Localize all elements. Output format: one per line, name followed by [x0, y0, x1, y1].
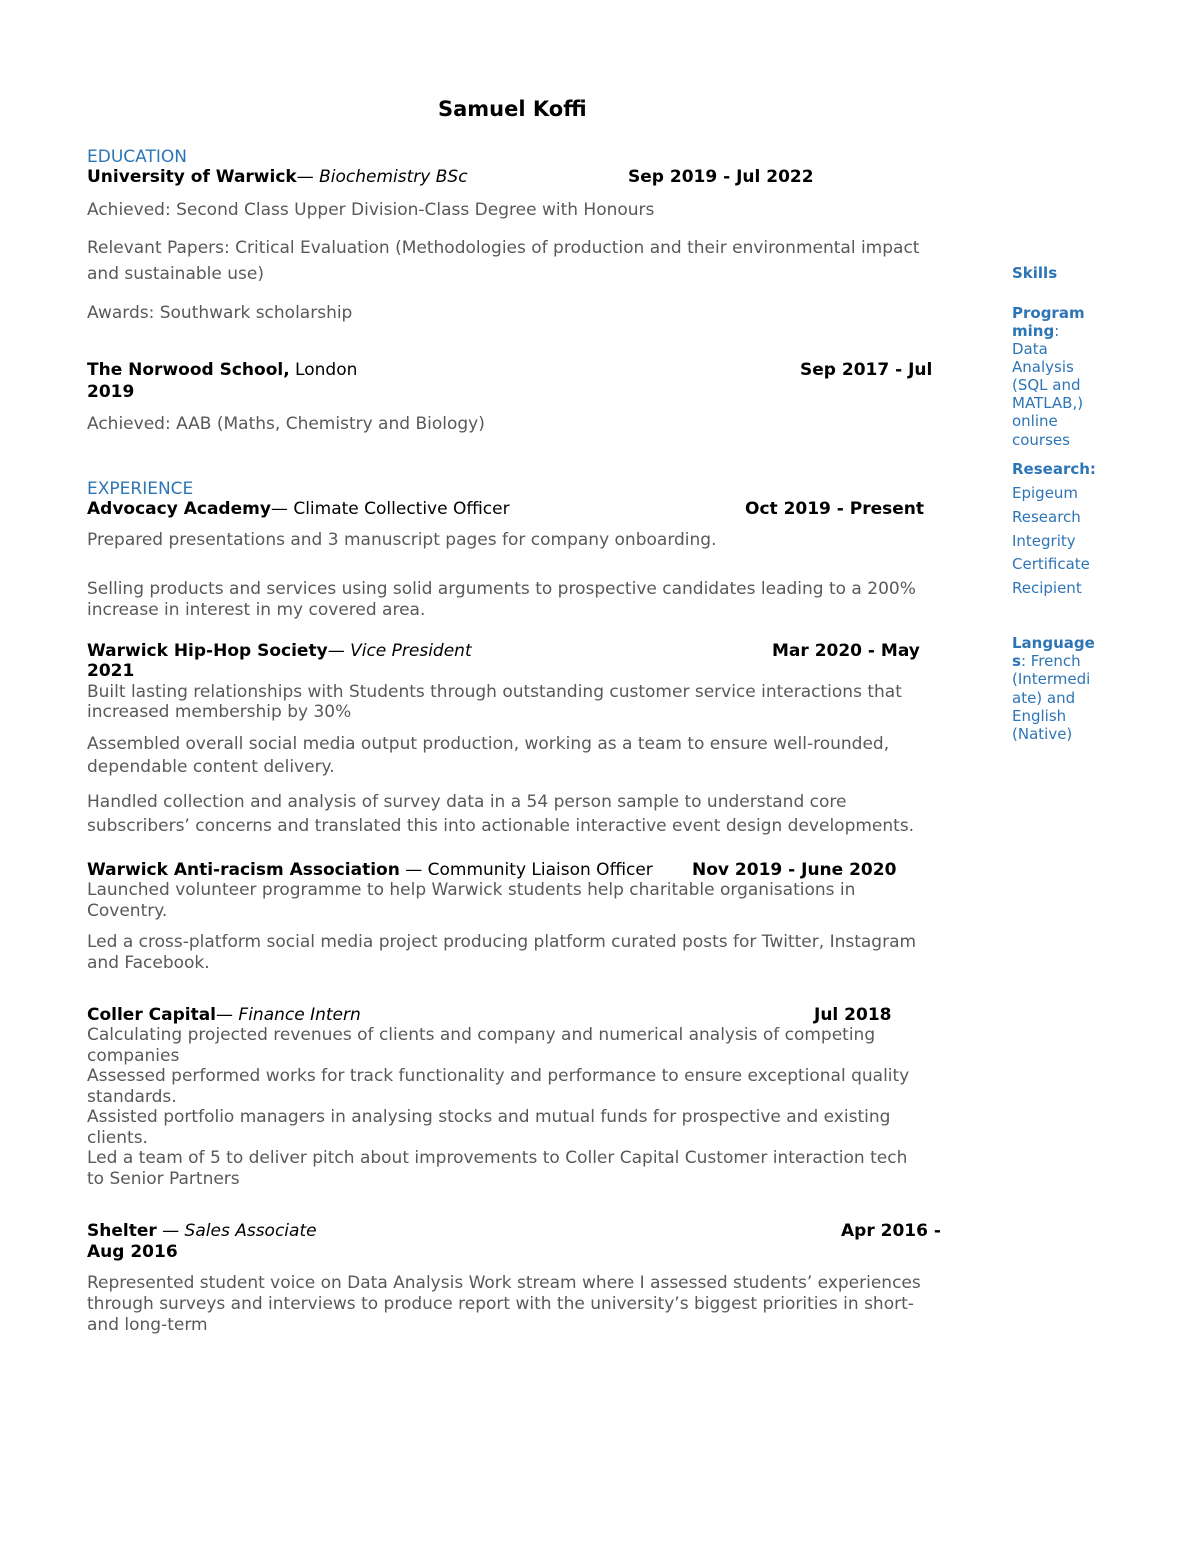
hiphop-bullet3-line2: subscribers’ concerns and translated this into actionable interactive event design developments. — [87, 816, 915, 836]
advocacy-bullet2-line1: Selling products and services using solid arguments to prospective candidates leading to a 200% — [87, 579, 916, 599]
warwick-awards: Awards: Southwark scholarship — [87, 303, 353, 323]
antiracism-date: Nov 2019 - June 2020 — [692, 860, 897, 880]
education-heading: EDUCATION — [87, 147, 187, 167]
hiphop-role: — Vice President — [327, 641, 472, 661]
shelter-date-line1: Apr 2016 - — [841, 1221, 941, 1241]
norwood-location: London — [289, 360, 358, 380]
programming-line: courses — [1012, 431, 1070, 449]
coller-line8: to Senior Partners — [87, 1169, 240, 1189]
languages-line: (Intermedi — [1012, 670, 1091, 688]
coller-org: Coller Capital — [87, 1005, 217, 1025]
hiphop-bullet1-line1: Built lasting relationships with Students through outstanding customer service interactions that — [87, 682, 902, 702]
skills-heading: Skills — [1012, 264, 1058, 282]
hiphop-date-line2: 2021 — [87, 661, 135, 681]
hiphop-date-line1: Mar 2020 - May — [772, 641, 920, 661]
antiracism-org: Warwick Anti-racism Association — [87, 860, 400, 880]
hiphop-bullet1-line2: increased membership by 30% — [87, 702, 352, 722]
languages-line: English — [1012, 707, 1067, 725]
antiracism-bullet1-line1: Launched volunteer programme to help Warwick students help charitable organisations in — [87, 880, 856, 900]
norwood-org: The Norwood School, — [87, 360, 290, 380]
languages-line: ate) and — [1012, 689, 1076, 707]
coller-line6: clients. — [87, 1128, 148, 1148]
hiphop-org: Warwick Hip-Hop Society — [87, 641, 328, 661]
programming-line: MATLAB,) — [1012, 394, 1084, 412]
programming-label-part: ming — [1012, 322, 1055, 340]
programming-line: Data — [1012, 340, 1048, 358]
languages-label-part: s — [1012, 652, 1021, 670]
warwick-papers-line2: and sustainable use) — [87, 264, 264, 284]
norwood-date-line1: Sep 2017 - Jul — [800, 360, 933, 380]
resume-name: Samuel Koffi — [438, 97, 587, 121]
coller-line2: companies — [87, 1046, 180, 1066]
advocacy-date: Oct 2019 - Present — [745, 499, 925, 519]
research-line: Certificate — [1012, 555, 1090, 573]
hiphop-bullet2-line2: dependable content delivery. — [87, 757, 335, 777]
languages-label-line1: Language — [1012, 634, 1095, 652]
shelter-line1: Represented student voice on Data Analysis Work stream where I assessed students’ experiences — [87, 1273, 921, 1293]
research-line: Recipient — [1012, 579, 1082, 597]
antiracism-bullet2-line2: and Facebook. — [87, 953, 210, 973]
research-line: Research — [1012, 508, 1081, 526]
experience-heading: EXPERIENCE — [87, 479, 194, 499]
coller-date: Jul 2018 — [814, 1005, 892, 1025]
languages-label-line2 — [1012, 652, 1081, 670]
antiracism-bullet2-line1: Led a cross-platform social media project producing platform curated posts for Twitter, Instagram — [87, 932, 917, 952]
antiracism-role: — Community Liaison Officer — [399, 860, 653, 880]
coller-role: — Finance Intern — [216, 1005, 361, 1025]
programming-label-line2 — [1012, 322, 1059, 340]
antiracism-bullet1-line2: Coventry. — [87, 901, 168, 921]
programming-line: Analysis — [1012, 358, 1074, 376]
research-line: Epigeum — [1012, 484, 1079, 502]
warwick-achieved: Achieved: Second Class Upper Division-Class Degree with Honours — [87, 200, 655, 220]
antiracism-entry-header — [87, 860, 653, 880]
coller-line3: Assessed performed works for track functionality and performance to ensure exceptional quality — [87, 1066, 910, 1086]
languages-french: : French — [1020, 652, 1081, 670]
advocacy-bullet1: Prepared presentations and 3 manuscript pages for company onboarding. — [87, 530, 717, 550]
warwick-org: University of Warwick — [87, 167, 297, 187]
warwick-role: — Biochemistry BSc — [296, 167, 468, 187]
hiphop-entry-header — [87, 641, 472, 661]
advocacy-bullet2-line2: increase in interest in my covered area. — [87, 600, 426, 620]
programming-colon: : — [1054, 322, 1060, 340]
languages-line: (Native) — [1012, 725, 1073, 743]
advocacy-org: Advocacy Academy — [87, 499, 271, 519]
programming-line: online — [1012, 412, 1058, 430]
coller-line7: Led a team of 5 to deliver pitch about improvements to Coller Capital Customer interaction tech — [87, 1148, 908, 1168]
hiphop-bullet2-line1: Assembled overall social media output production, working as a team to ensure well-rounded, — [87, 734, 890, 754]
coller-line5: Assisted portfolio managers in analysing stocks and mutual funds for prospective and existing — [87, 1107, 891, 1127]
norwood-entry-header — [87, 360, 357, 380]
shelter-role: — Sales Associate — [156, 1221, 317, 1241]
shelter-entry-header — [87, 1221, 317, 1241]
warwick-entry-header — [87, 167, 468, 187]
hiphop-bullet3-line1: Handled collection and analysis of survey data in a 54 person sample to understand core — [87, 792, 847, 812]
shelter-line2: through surveys and interviews to produce report with the university’s biggest priorities in short- — [87, 1294, 914, 1314]
shelter-date-line2: Aug 2016 — [87, 1242, 178, 1262]
programming-label-line1: Program — [1012, 304, 1085, 322]
norwood-date-line2: 2019 — [87, 382, 135, 402]
programming-line: (SQL and — [1012, 376, 1081, 394]
shelter-line3: and long-term — [87, 1315, 208, 1335]
research-heading: Research: — [1012, 460, 1096, 478]
warwick-papers-line1: Relevant Papers: Critical Evaluation (Methodologies of production and their environmental impact — [87, 238, 920, 258]
coller-line1: Calculating projected revenues of clients and company and numerical analysis of competing — [87, 1025, 876, 1045]
coller-line4: standards. — [87, 1087, 177, 1107]
norwood-achieved: Achieved: AAB (Maths, Chemistry and Biology) — [87, 414, 485, 434]
shelter-org: Shelter — [87, 1221, 157, 1241]
advocacy-role: — Climate Collective Officer — [270, 499, 510, 519]
advocacy-entry-header — [87, 499, 510, 519]
coller-entry-header — [87, 1005, 361, 1025]
warwick-date: Sep 2019 - Jul 2022 — [628, 167, 814, 187]
research-line: Integrity — [1012, 532, 1076, 550]
